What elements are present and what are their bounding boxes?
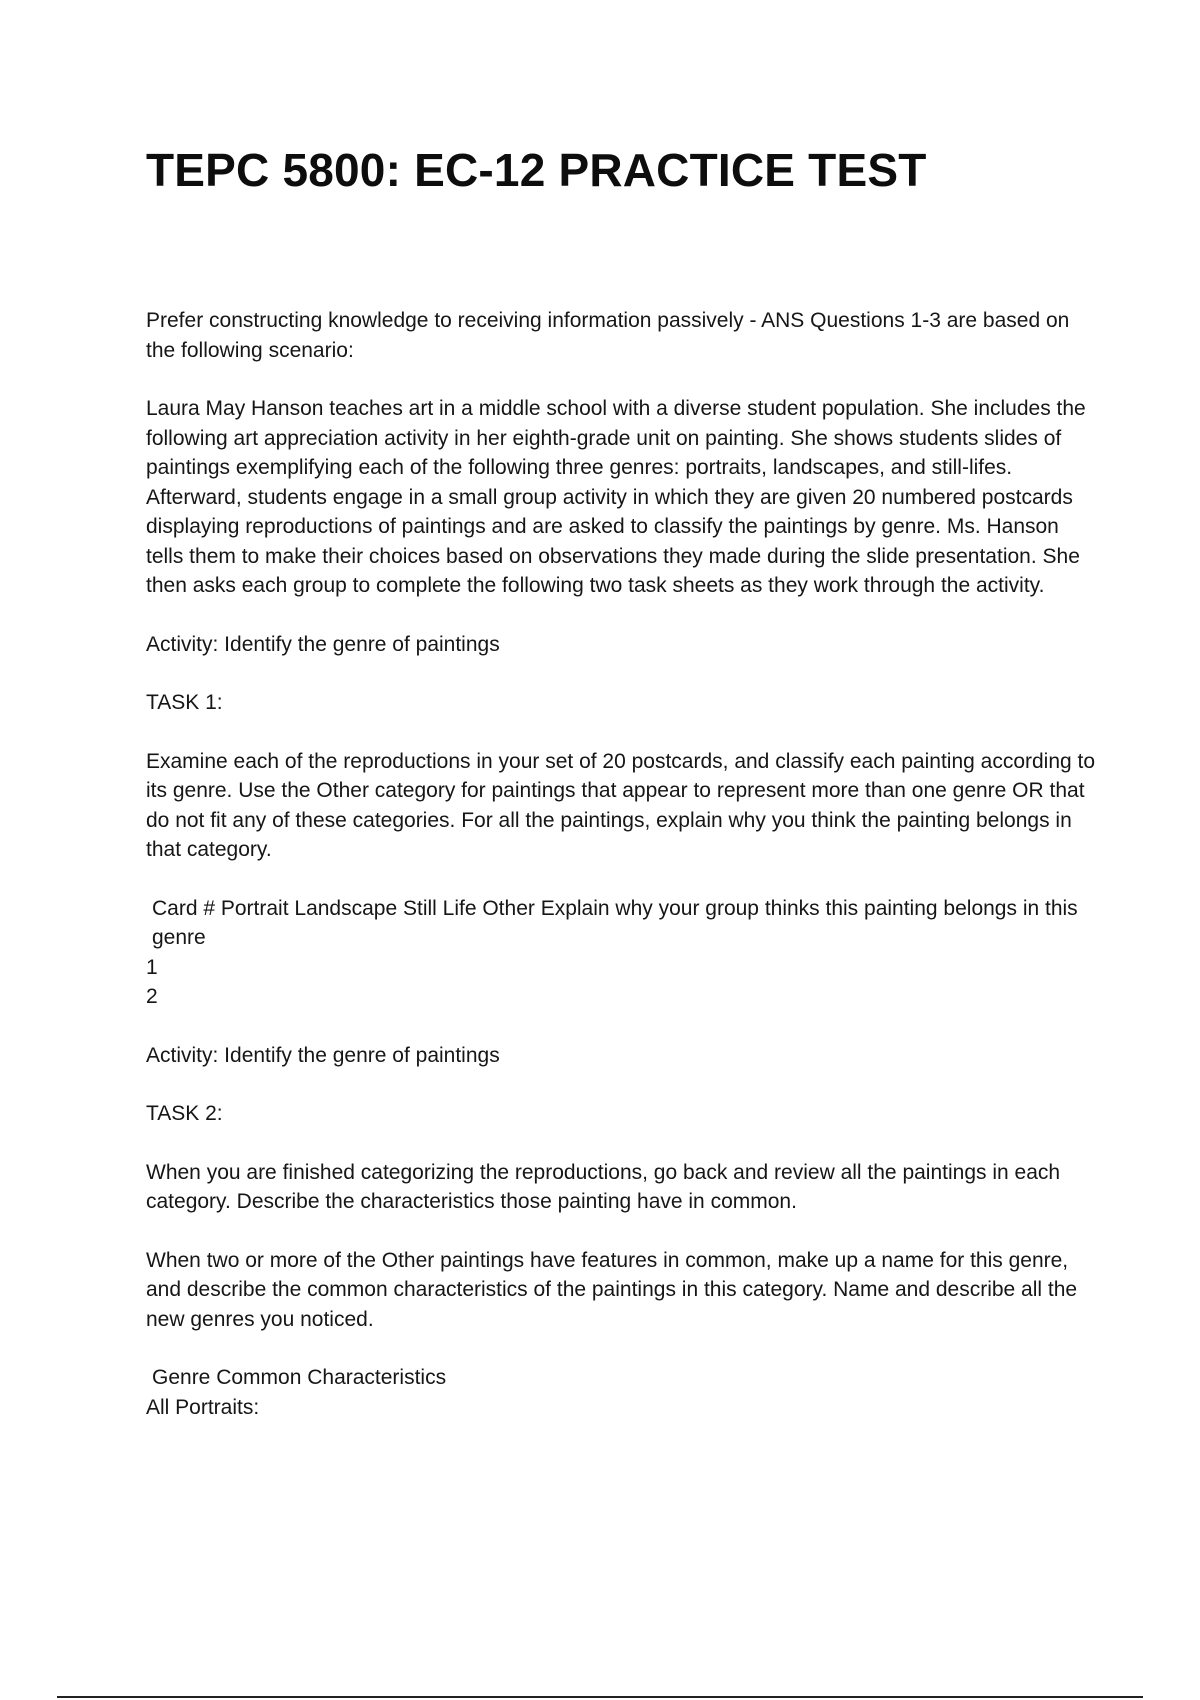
intro-paragraph: Prefer constructing knowledge to receiving information passively - ANS Questions 1-3 are based on the following scenario:: [146, 309, 1070, 362]
task1-heading: TASK 1:: [146, 691, 223, 714]
document-body: [146, 306, 1096, 1422]
task1-table: [146, 894, 1096, 1012]
task2-table-row: All Portraits:: [146, 1395, 260, 1419]
task1-table-header: Card # Portrait Landscape Still Life Other Explain why your group thinks this painting belongs in this genre: [152, 896, 1078, 949]
task2-heading: TASK 2:: [146, 1102, 223, 1125]
task2-table-header: Genre Common Characteristics: [152, 1366, 447, 1389]
scenario-paragraph: Laura May Hanson teaches art in a middle school with a diverse student population. She includes the following art appreciation activity in her eighth-grade unit on painting. She shows students slides of paintings exemplifying each of the following three genres: portraits, landscapes, and still-lifes. Afterward, students engage in a small group activity in which they are given 20 numbered postcards displaying reproductions of paintings and are asked to classify the paintings by genre. Ms. Hanson tells them to make their choices based on observations they made during the slide presentation. She then asks each group to complete the following two task sheets as they work through the activity.: [146, 397, 1086, 597]
task1-table-row: 2: [146, 985, 158, 1008]
footer-divider: [57, 1696, 1143, 1698]
task2-instructions-2: When two or more of the Other paintings have features in common, make up a name for this genre, and describe the common characteristics of the paintings in this category. Name and describe all the new genres you noticed.: [146, 1248, 1078, 1331]
task2-activity-label: Activity: Identify the genre of paintings: [146, 1043, 500, 1067]
task1-instructions: Examine each of the reproductions in your set of 20 postcards, and classify each painting according to its genre. Use the Other category for paintings that appear to represent more than one genre OR that do not fit any of these categories. For all the paintings, explain why you think the painting belongs in that category.: [146, 749, 1096, 861]
task1-activity-label: Activity: Identify the genre of paintings: [146, 632, 500, 656]
task1-table-row: 1: [146, 955, 158, 979]
task2-table: [146, 1363, 1096, 1422]
document-title: TEPC 5800: EC-12 PRACTICE TEST: [146, 144, 927, 196]
task2-instructions-1: When you are finished categorizing the reproductions, go back and review all the paintings in each category. Describe the characteristics those painting have in common.: [146, 1160, 1061, 1213]
